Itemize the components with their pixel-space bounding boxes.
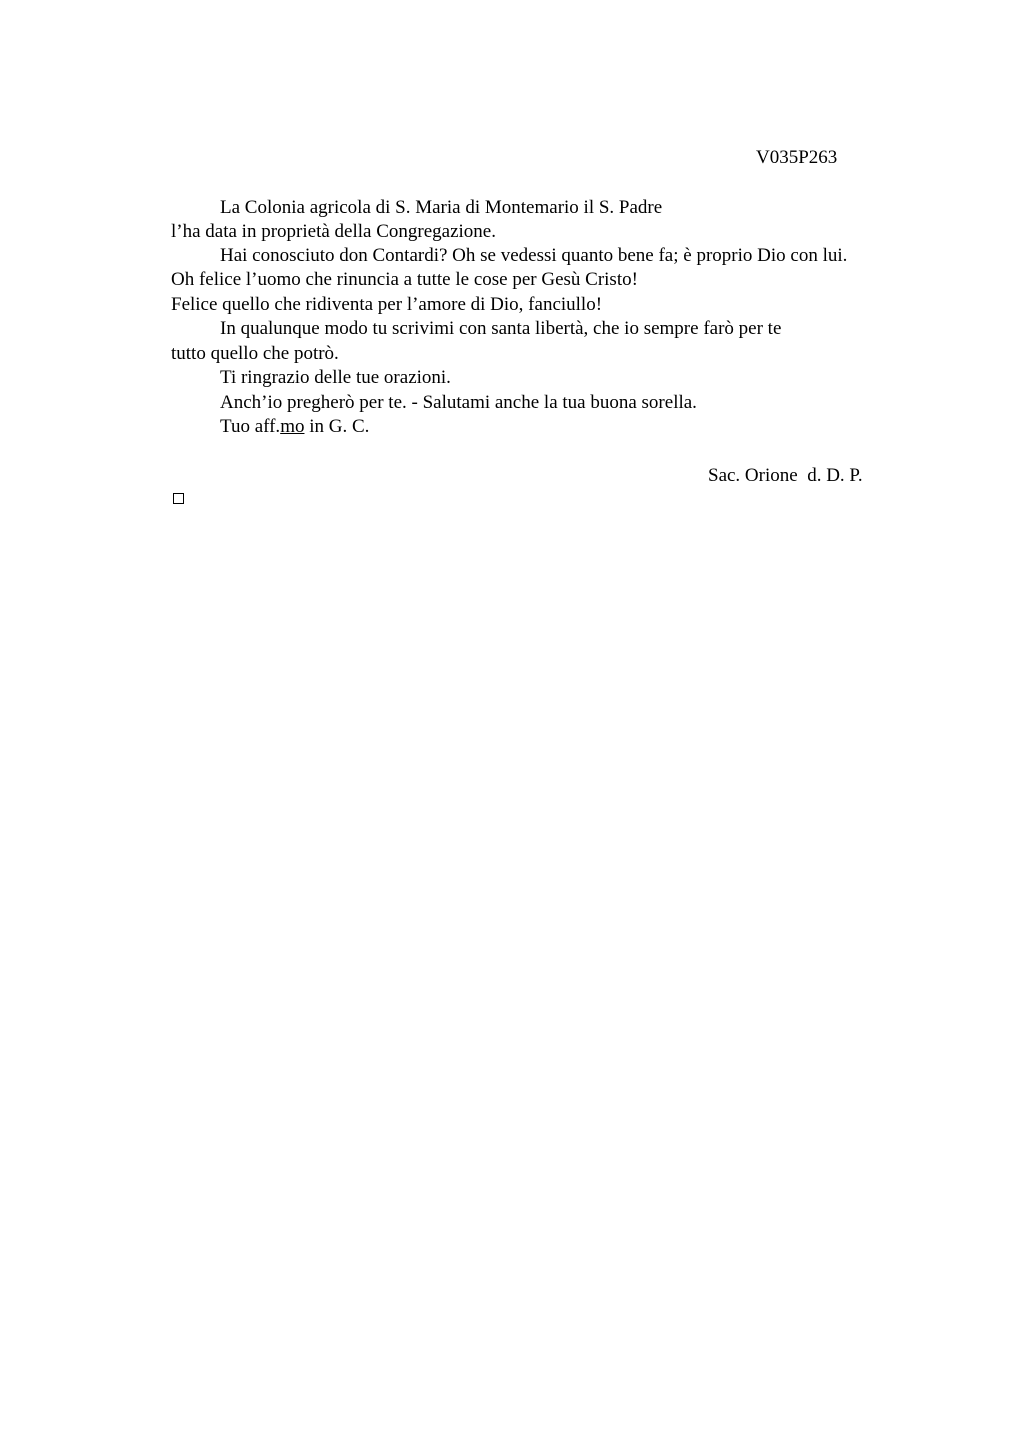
text-line: l’ha data in proprietà della Congregazione. xyxy=(171,221,496,242)
text-line: Felice quello che ridiventa per l’amore di Dio, fanciullo! xyxy=(171,294,603,315)
closing-line xyxy=(220,415,369,439)
text-line: La Colonia agricola di S. Maria di Montemario il S. Padre xyxy=(220,197,663,218)
end-marker-box xyxy=(173,493,184,504)
superscript-abbrev: mo xyxy=(280,416,305,437)
signature: Sac. Orione d. D. P. xyxy=(708,465,863,486)
text-line: tutto quello che potrò. xyxy=(171,343,339,364)
closing-text-end: in G. C. xyxy=(304,416,370,437)
text-line: Hai conosciuto don Contardi? Oh se vedessi quanto bene fa; è proprio Dio con lui. xyxy=(220,245,848,266)
text-line: In qualunque modo tu scrivimi con santa libertà, che io sempre farò per te xyxy=(220,318,782,339)
text-line: Oh felice l’uomo che rinuncia a tutte le cose per Gesù Cristo! xyxy=(171,269,638,290)
text-line: Anch’io pregherò per te. - Salutami anche la tua buona sorella. xyxy=(220,392,697,413)
page-ref: V035P263 xyxy=(756,147,838,168)
text-line: Ti ringrazio delle tue orazioni. xyxy=(220,367,451,388)
closing-text: Tuo aff. xyxy=(220,416,281,437)
